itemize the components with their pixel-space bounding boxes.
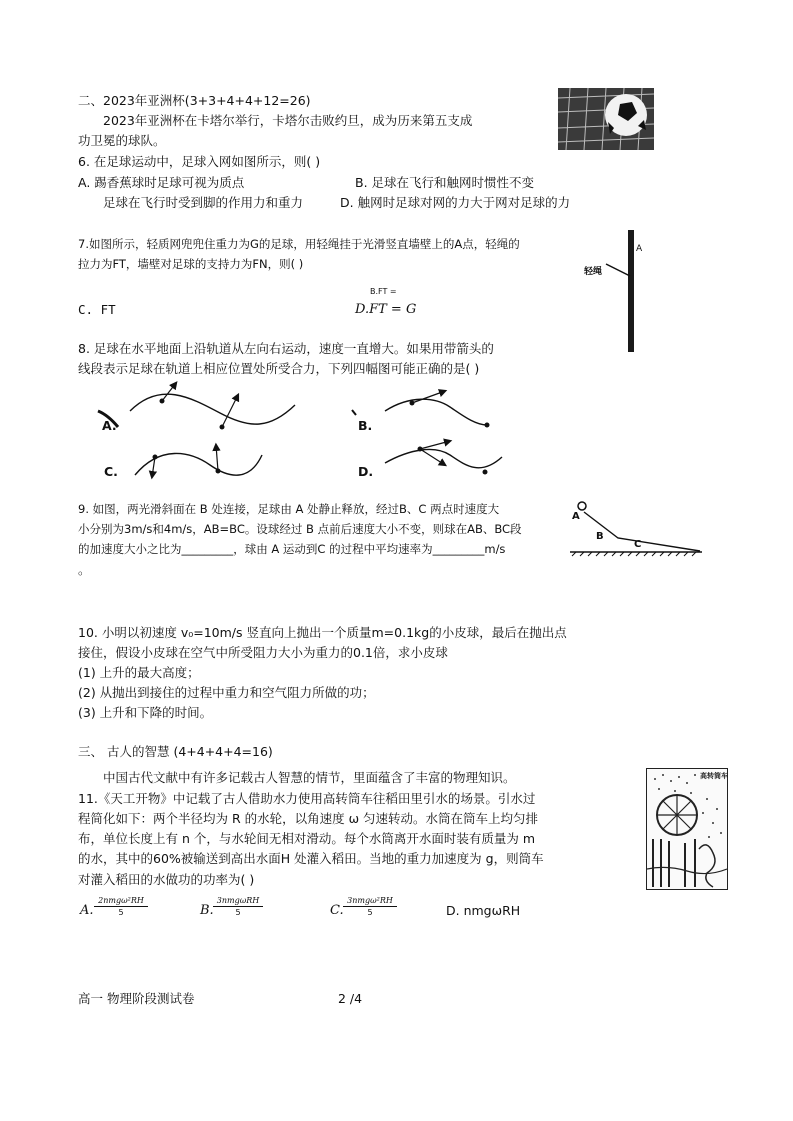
q8-label-d: D. (358, 464, 374, 479)
q11-figure-caption: 高转筒车 (700, 772, 728, 780)
q8-figure-b (352, 391, 490, 428)
q11-option-b-denominator: 5 (235, 908, 241, 917)
section2-intro-line1: 2023年亚洲杯在卡塔尔举行，卡塔尔击败约旦，成为历来第五支成 (103, 113, 473, 128)
q11-option-a-denominator: 5 (118, 908, 124, 917)
q8-figure-a (98, 383, 295, 430)
q9-fig-label-a: A (572, 511, 580, 522)
section2-title: 二、2023年亚洲杯(3+3+4+4+12=26) (78, 93, 311, 108)
q10-sub3: (3) 上升和下降的时间。 (78, 705, 213, 720)
q7-stem-line2: 拉力为FT，墙壁对足球的支持力为FN，则( ) (78, 257, 304, 271)
q10-sub1: (1) 上升的最大高度； (78, 665, 200, 680)
q7-figure-rope-label: 轻绳 (584, 267, 603, 277)
q7-figure-rope (604, 262, 644, 282)
q11-option-a-fraction (94, 896, 148, 917)
q8-figure-c (135, 445, 262, 477)
q8-figure-d (385, 441, 502, 475)
q11-option-c-numerator: 3nmgω²RH (343, 896, 397, 907)
q6-stem: 6. 在足球运动中，足球入网如图所示，则( ) (78, 154, 321, 169)
q9-fig-label-c: C (634, 539, 642, 550)
q11-option-b-label: B. (200, 903, 214, 918)
q8-figures (90, 385, 730, 495)
q11-line4: 的水，其中的60%被输送到高出水面H 处灌入稻田。当地的重力加速度为 g，则筒车 (78, 851, 544, 866)
q11-line2: 程简化如下：两个半径均为 R 的水轮，以角速度 ω 匀速转动。水筒在筒车上均匀排 (78, 811, 539, 826)
q6-option-c: 足球在飞行时受到脚的作用力和重力 (103, 195, 304, 210)
q11-option-b-numerator: 3nmgωRH (213, 896, 263, 907)
q11-waterwheel-figure (646, 768, 728, 890)
q10-stem-line2: 接住，假设小皮球在空气中所受阻力大小为重力的0.1倍，求小皮球 (78, 645, 448, 660)
q11-option-c-fraction (343, 896, 397, 917)
q11-option-b-fraction (213, 896, 263, 917)
q6-option-a: A. 踢香蕉球时足球可视为质点 (78, 175, 245, 190)
q9-stem-line1: 9. 如图，两光滑斜面在 B 处连接，足球由 A 处静止释放，经过B、C 两点时速度大 (78, 502, 500, 516)
q8-label-a: A. (102, 418, 117, 433)
soccer-ball-photo (558, 88, 654, 150)
q9-stem-line3: 的加速度大小之比为_________，球由 A 运动到C 的过程中平均速率为_________m/s (78, 542, 506, 556)
q7-option-b-fragment: B.FT = (370, 287, 397, 296)
q8-stem-line1: 8. 足球在水平地面上沿轨道从左向右运动，速度一直增大。如果用带箭头的 (78, 341, 494, 356)
q11-option-c-label: C. (330, 903, 344, 918)
q10-stem-line1: 10. 小明以初速度 v₀=10m/s 竖直向上抛出一个质量m=0.1kg的小皮球，最后在抛出点 (78, 625, 567, 640)
q8-label-c: C. (104, 464, 118, 479)
q7-option-c: C. FT (78, 302, 116, 317)
section3-title: 三、 古人的智慧 (4+4+4+4=16) (78, 744, 273, 759)
footer-title: 高一 物理阶段测试卷 (78, 991, 195, 1006)
q9-stem-line2: 小分别为3m/s和4m/s，AB=BC。设球经过 B 点前后速度大小不变，则球在AB、BC段 (78, 522, 522, 536)
q11-line1: 11.《天工开物》中记载了古人借助水力使用高转筒车往稻田里引水的场景。引水过 (78, 791, 536, 806)
q7-figure-wall (628, 230, 634, 352)
q7-option-d: D.FT = G (355, 302, 417, 317)
q6-option-d: D. 触网时足球对网的力大于网对足球的力 (340, 195, 571, 210)
section2-intro-line2: 功卫冕的球队。 (78, 133, 166, 148)
q7-figure-point-a: A (636, 244, 643, 254)
footer-page-number: 2 /4 (338, 991, 363, 1006)
q11-option-a-label: A. (80, 903, 94, 918)
q11-option-c-denominator: 5 (367, 908, 373, 917)
q8-stem-line2: 线段表示足球在轨道上相应位置处所受合力，下列四幅图可能正确的是( ) (78, 361, 480, 376)
q9-fig-label-b: B (596, 531, 604, 542)
section3-intro: 中国古代文献中有许多记载古人智慧的情节，里面蕴含了丰富的物理知识。 (103, 770, 516, 785)
q11-option-d: D. nmgωRH (446, 903, 521, 918)
q7-stem-line1: 7.如图所示，轻质网兜兜住重力为G的足球，用轻绳挂于光滑竖直墙壁上的A点，轻绳的 (78, 237, 520, 251)
q10-sub2: (2) 从抛出到接住的过程中重力和空气阻力所做的功； (78, 685, 375, 700)
q6-option-b: B. 足球在飞行和触网时惯性不变 (355, 175, 535, 190)
q8-label-b: B. (358, 418, 373, 433)
q11-line3: 布，单位长度上有 n 个，与水轮间无相对滑动。每个水筒离开水面时装有质量为 m (78, 831, 536, 846)
q11-option-a-numerator: 2nmgω²RH (94, 896, 148, 907)
q9-stem-line4: 。 (78, 562, 91, 577)
q11-line5: 对灌入稻田的水做功的功率为( ) (78, 872, 255, 887)
